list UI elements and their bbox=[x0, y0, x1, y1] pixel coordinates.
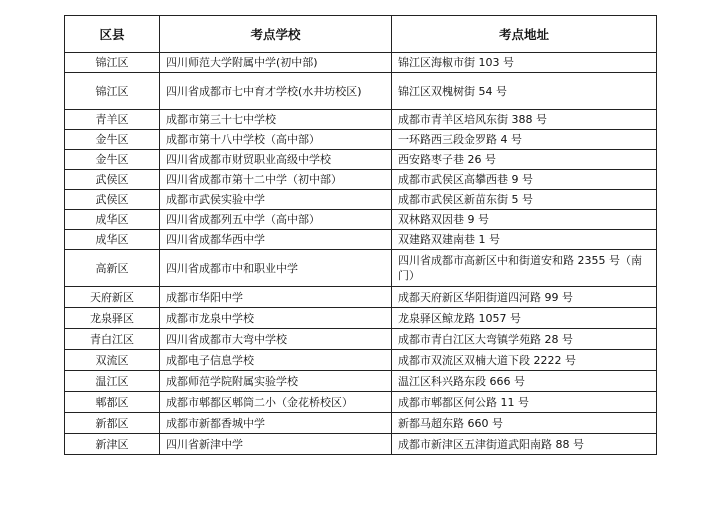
address-cell: 成都市武侯区新苗东街 5 号 bbox=[392, 190, 657, 210]
table-row bbox=[65, 73, 657, 110]
table-row bbox=[65, 392, 657, 413]
address-cell: 双建路双建南巷 1 号 bbox=[392, 230, 657, 250]
address-cell: 温江区科兴路东段 666 号 bbox=[392, 371, 657, 392]
school-cell: 四川省新津中学 bbox=[160, 434, 392, 455]
county-cell: 高新区 bbox=[65, 250, 160, 287]
address-cell: 成都市新津区五津街道武阳南路 88 号 bbox=[392, 434, 657, 455]
address-cell: 成都市青羊区培风东街 388 号 bbox=[392, 110, 657, 130]
table-row bbox=[65, 53, 657, 73]
county-cell: 金牛区 bbox=[65, 150, 160, 170]
county-cell: 龙泉驿区 bbox=[65, 308, 160, 329]
address-cell: 锦江区双槐树街 54 号 bbox=[392, 73, 657, 110]
address-cell: 一环路西三段金罗路 4 号 bbox=[392, 130, 657, 150]
header-address: 考点地址 bbox=[392, 16, 657, 53]
county-cell: 郫都区 bbox=[65, 392, 160, 413]
school-cell: 四川省成都列五中学（高中部） bbox=[160, 210, 392, 230]
table-row bbox=[65, 350, 657, 371]
county-cell: 温江区 bbox=[65, 371, 160, 392]
county-cell: 武侯区 bbox=[65, 170, 160, 190]
school-cell: 成都市武侯实验中学 bbox=[160, 190, 392, 210]
school-cell: 四川省成都市财贸职业高级中学校 bbox=[160, 150, 392, 170]
table-row bbox=[65, 287, 657, 308]
table-row bbox=[65, 190, 657, 210]
table-row bbox=[65, 329, 657, 350]
table-row bbox=[65, 434, 657, 455]
table-row bbox=[65, 250, 657, 287]
county-cell: 青羊区 bbox=[65, 110, 160, 130]
address-cell: 西安路枣子巷 26 号 bbox=[392, 150, 657, 170]
school-cell: 四川师范大学附属中学(初中部) bbox=[160, 53, 392, 73]
county-cell: 青白江区 bbox=[65, 329, 160, 350]
school-cell: 成都市龙泉中学校 bbox=[160, 308, 392, 329]
address-cell: 新都马超东路 660 号 bbox=[392, 413, 657, 434]
school-cell: 成都市第三十七中学校 bbox=[160, 110, 392, 130]
school-cell: 四川省成都市七中育才学校(水井坊校区) bbox=[160, 73, 392, 110]
county-cell: 成华区 bbox=[65, 230, 160, 250]
table-row bbox=[65, 308, 657, 329]
address-cell: 锦江区海椒市街 103 号 bbox=[392, 53, 657, 73]
table-row bbox=[65, 110, 657, 130]
address-cell: 四川省成都市高新区中和街道安和路 2355 号（南门） bbox=[392, 250, 657, 287]
county-cell: 天府新区 bbox=[65, 287, 160, 308]
table-row bbox=[65, 371, 657, 392]
table-header-row bbox=[65, 16, 657, 53]
county-cell: 新都区 bbox=[65, 413, 160, 434]
school-cell: 四川省成都市第十二中学（初中部） bbox=[160, 170, 392, 190]
address-cell: 成都天府新区华阳街道四河路 99 号 bbox=[392, 287, 657, 308]
table-row bbox=[65, 130, 657, 150]
school-cell: 成都电子信息学校 bbox=[160, 350, 392, 371]
address-cell: 双林路双因巷 9 号 bbox=[392, 210, 657, 230]
county-cell: 新津区 bbox=[65, 434, 160, 455]
exam-site-table bbox=[64, 15, 657, 455]
county-cell: 成华区 bbox=[65, 210, 160, 230]
address-cell: 成都市双流区双楠大道下段 2222 号 bbox=[392, 350, 657, 371]
table-row bbox=[65, 413, 657, 434]
school-cell: 成都市新都香城中学 bbox=[160, 413, 392, 434]
exam-site-table-container bbox=[64, 15, 656, 455]
table-row bbox=[65, 150, 657, 170]
table-row bbox=[65, 170, 657, 190]
county-cell: 金牛区 bbox=[65, 130, 160, 150]
school-cell: 成都市华阳中学 bbox=[160, 287, 392, 308]
table-row bbox=[65, 210, 657, 230]
school-cell: 四川省成都市大弯中学校 bbox=[160, 329, 392, 350]
school-cell: 成都师范学院附属实验学校 bbox=[160, 371, 392, 392]
county-cell: 双流区 bbox=[65, 350, 160, 371]
table-row bbox=[65, 230, 657, 250]
header-county: 区县 bbox=[65, 16, 160, 53]
county-cell: 锦江区 bbox=[65, 73, 160, 110]
address-cell: 成都市青白江区大弯镇学苑路 28 号 bbox=[392, 329, 657, 350]
school-cell: 四川省成都华西中学 bbox=[160, 230, 392, 250]
address-cell: 龙泉驿区鲸龙路 1057 号 bbox=[392, 308, 657, 329]
address-cell: 成都市武侯区高攀西巷 9 号 bbox=[392, 170, 657, 190]
school-cell: 四川省成都市中和职业中学 bbox=[160, 250, 392, 287]
county-cell: 锦江区 bbox=[65, 53, 160, 73]
school-cell: 成都市第十八中学校（高中部） bbox=[160, 130, 392, 150]
header-school: 考点学校 bbox=[160, 16, 392, 53]
school-cell: 成都市郫都区郫筒二小（金花桥校区） bbox=[160, 392, 392, 413]
county-cell: 武侯区 bbox=[65, 190, 160, 210]
address-cell: 成都市郫都区何公路 11 号 bbox=[392, 392, 657, 413]
